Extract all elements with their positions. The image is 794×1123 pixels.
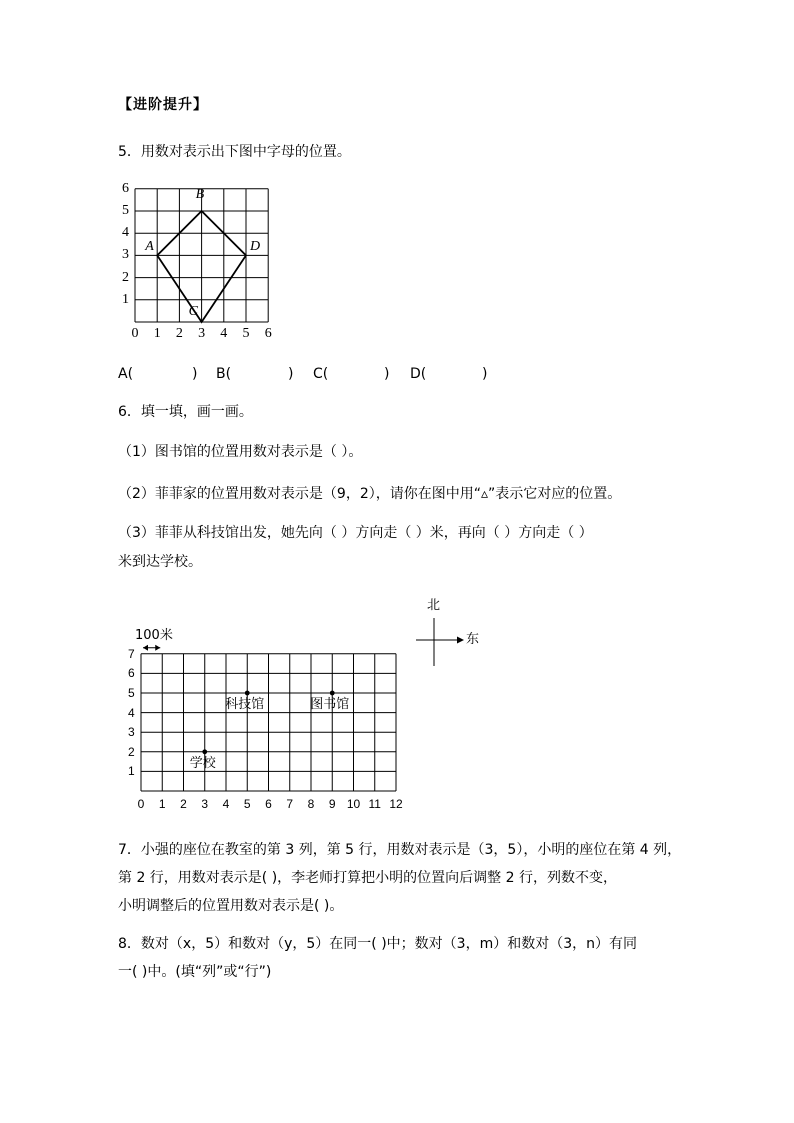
q6-x-tick-label: 1 bbox=[158, 797, 166, 811]
q5-answer-A-close: ) bbox=[192, 366, 198, 382]
q5-y-tick-label: 3 bbox=[122, 247, 129, 263]
q5-x-tick-label: 5 bbox=[242, 326, 250, 341]
q7-line3: 小明调整后的位置用数对表示是( )。 bbox=[118, 898, 344, 914]
q5-answer-B-open: B( bbox=[216, 366, 232, 382]
section-title: 【进阶提升】 bbox=[118, 97, 208, 113]
q6-compass-north-label: 北 bbox=[427, 598, 441, 613]
q5-x-tick-label: 0 bbox=[131, 326, 139, 341]
q6-x-tick-label: 6 bbox=[265, 797, 272, 811]
q6-x-tick-label: 9 bbox=[328, 797, 336, 811]
q6-place-label: 科技馆 bbox=[225, 697, 265, 712]
q5-x-tick-label: 3 bbox=[198, 326, 206, 341]
q6-x-tick-label: 12 bbox=[389, 797, 403, 811]
q5-answer-A-open: A( bbox=[118, 366, 134, 382]
q6-x-tick-label: 7 bbox=[286, 797, 294, 811]
q6-part1: （1）图书馆的位置用数对表示是（ ）。 bbox=[118, 444, 363, 460]
q5-answer-C-open: C( bbox=[313, 366, 329, 382]
q5-answer-C-close: ) bbox=[384, 366, 390, 382]
q6-y-tick-label: 6 bbox=[128, 666, 135, 681]
q5-point-label-C: C bbox=[188, 304, 198, 319]
q5-y-tick-label: 5 bbox=[122, 203, 129, 218]
q5-x-tick-label: 2 bbox=[175, 326, 183, 341]
q6-x-tick-label: 8 bbox=[307, 797, 315, 811]
q6-part2: （2）菲菲家的位置用数对表示是（9，2），请你在图中用“▵”表示它对应的位置。 bbox=[118, 486, 622, 502]
q5-x-tick-label: 6 bbox=[264, 326, 272, 341]
q5-text: 5．用数对表示出下图中字母的位置。 bbox=[118, 144, 351, 160]
q6-compass-east-label: 东 bbox=[466, 632, 480, 647]
q6-x-tick-label: 4 bbox=[222, 797, 230, 811]
q6-y-tick-label: 1 bbox=[128, 764, 135, 779]
q6-grid-lines bbox=[141, 654, 396, 791]
q6-part3-line2: 米到达学校。 bbox=[118, 554, 202, 570]
q6-compass bbox=[416, 618, 464, 666]
q6-y-tick-label: 3 bbox=[128, 725, 135, 740]
q6-y-tick-label: 4 bbox=[128, 705, 135, 720]
q5-answer-D-close: ) bbox=[482, 366, 488, 382]
q6-x-tick-label: 3 bbox=[201, 797, 209, 811]
q5-y-tick-label: 6 bbox=[122, 180, 129, 196]
q6-compass-arrowhead bbox=[457, 637, 464, 644]
q6-x-tick-label: 11 bbox=[368, 797, 381, 811]
q5-point-label-A: A bbox=[145, 239, 154, 255]
q6-y-tick-label: 5 bbox=[128, 686, 135, 700]
q6-place-label: 图书馆 bbox=[310, 697, 350, 712]
q7-line2: 第 2 行，用数对表示是( )，李老师打算把小明的位置向后调整 2 行，列数不变， bbox=[118, 870, 617, 886]
q5-point-label-D: D bbox=[250, 239, 261, 255]
q5-x-tick-label: 4 bbox=[220, 326, 228, 341]
q7-line1: 7．小强的座位在教室的第 3 列，第 5 行，用数对表示是（3，5），小明的座位在第 4 列， bbox=[118, 842, 682, 858]
q6-scale-label: 100米 bbox=[135, 627, 173, 643]
q6-x-tick-label: 2 bbox=[180, 797, 187, 811]
q6-x-tick-label: 10 bbox=[346, 797, 361, 811]
q6-part3-line1: （3）菲菲从科技馆出发，她先向（ ）方向走（ ）米，再向（ ）方向走（ ） bbox=[118, 525, 593, 541]
q6-title: 6．填一填，画一画。 bbox=[118, 404, 253, 420]
q8-line1: 8．数对（x，5）和数对（y，5）在同一( )中；数对（3，m）和数对（3，n）有同 bbox=[118, 936, 637, 952]
q6-y-tick-label: 2 bbox=[128, 744, 135, 759]
q8-line2: 一( )中。(填“列”或“行”) bbox=[118, 964, 272, 980]
q5-y-tick-label: 4 bbox=[122, 225, 129, 241]
q5-answer-D-open: D( bbox=[410, 366, 427, 382]
q6-y-tick-label: 7 bbox=[128, 646, 135, 661]
q6-x-tick-label: 5 bbox=[243, 797, 251, 811]
q5-point-label-B: B bbox=[195, 187, 205, 202]
q5-answer-B-close: ) bbox=[288, 366, 294, 382]
q6-place-label: 学校 bbox=[189, 755, 216, 771]
q5-x-tick-label: 1 bbox=[153, 326, 161, 341]
q6-x-tick-label: 0 bbox=[137, 797, 145, 811]
q5-y-tick-label: 1 bbox=[122, 291, 129, 307]
q5-y-tick-label: 2 bbox=[122, 269, 129, 285]
